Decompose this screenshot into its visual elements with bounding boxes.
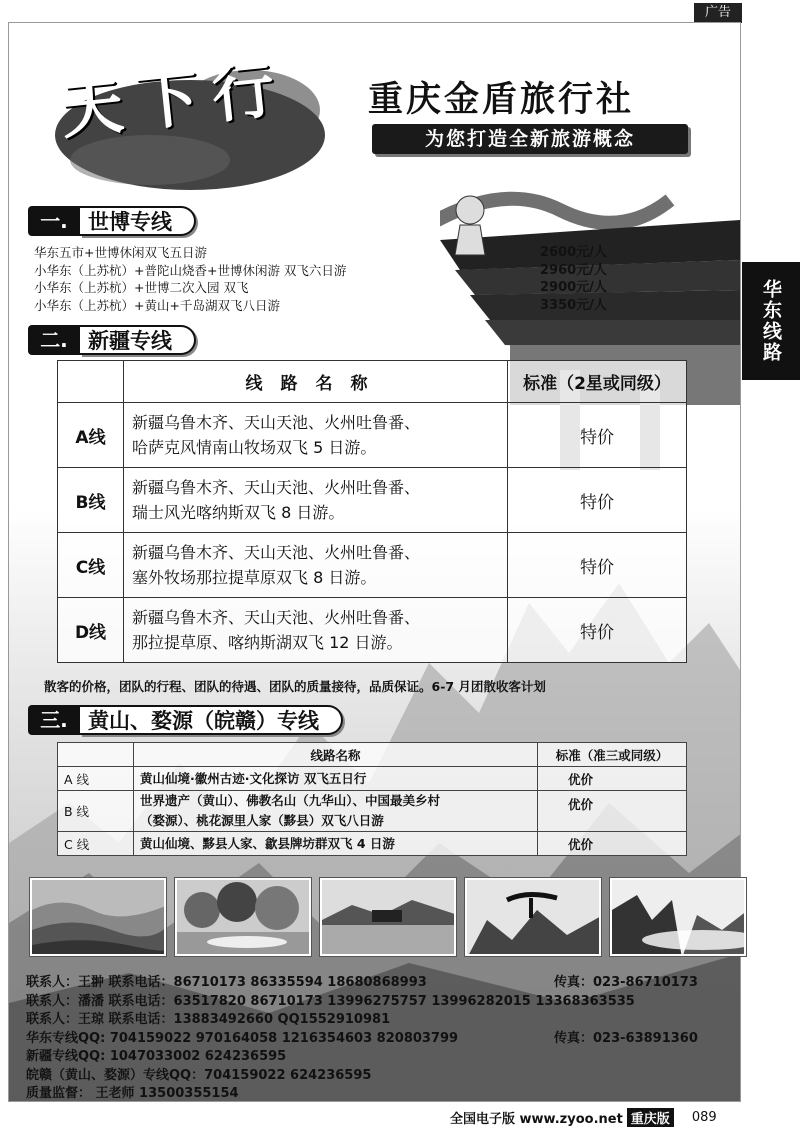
table-row: [58, 832, 687, 856]
xinjiang-route-table: [57, 360, 687, 663]
contact-text: 质量监督： 王老师 13500355154: [26, 1086, 239, 1101]
line-code: B线: [58, 468, 124, 533]
section-title: 黄山、婺源（皖赣）专线: [80, 705, 343, 735]
contact-text: 联系人：潘潘 联系电话：63517820 86710173 13996275757 13996282015 13368363535: [26, 993, 635, 1009]
line-code: D线: [58, 598, 124, 663]
desert-dunes-photo: [30, 878, 166, 956]
contact-text: 联系人：王翀 联系电话：86710173 86335594 18680868993: [26, 975, 427, 990]
line-code: C 线: [58, 832, 134, 856]
price-cell: 特价: [508, 533, 687, 598]
route-cell: [134, 791, 538, 832]
price-value: 2600元/人: [540, 245, 607, 260]
section-xinjiang-header: [28, 325, 196, 355]
price-cell: 特价: [508, 403, 687, 468]
table-row: [58, 403, 687, 468]
lake-pavilion-photo: [320, 878, 456, 956]
list-item: 小华东（上苏杭）+黄山+千岛湖双飞八日游: [34, 297, 280, 313]
table-row: [58, 468, 687, 533]
price-cell: 优价: [538, 767, 687, 791]
website-link[interactable]: 全国电子版 www.zyoo.net: [450, 1112, 623, 1127]
autumn-forest-photo: [175, 878, 311, 956]
contact-text: 皖赣（黄山、婺源）专线QQ：704159022 624236595: [26, 1067, 372, 1083]
route-text: 新疆乌鲁木齐、天山天池、火州吐鲁番、: [132, 543, 421, 562]
column-header: 标准（准三或同级）: [538, 743, 687, 767]
huangshan-pine-photo: [465, 878, 601, 956]
price-value: 3350元/人: [540, 297, 607, 313]
line-code: B 线: [58, 791, 134, 832]
section-title: 世博专线: [80, 206, 196, 236]
notice-text: 散客的价格，团队的行程、团队的待遇、团队的质量接待，品质保证。6-7 月团散收客计划: [44, 679, 546, 694]
price-cell: 特价: [508, 468, 687, 533]
edition-badge: 重庆版: [627, 1108, 674, 1127]
table-row: [58, 533, 687, 598]
price-value: 2960元/人: [540, 262, 607, 278]
table-row: [58, 767, 687, 791]
contact-row: [26, 1048, 726, 1067]
route-cell: [124, 598, 508, 663]
route-text: 新疆乌鲁木齐、天山天池、火州吐鲁番、: [132, 608, 421, 627]
route-cell: 黄山仙境·徽州古迹·文化探访 双飞五日行: [134, 767, 538, 791]
route-text: 新疆乌鲁木齐、天山天池、火州吐鲁番、: [132, 478, 421, 497]
column-header: 标准（2星或同级）: [508, 361, 687, 403]
fax-text: 传真：023-63891360: [554, 1030, 698, 1046]
section-number: 一.: [28, 206, 80, 236]
logo-calligraphy: 天下行: [57, 51, 292, 148]
route-text: 瑞士风光喀纳斯双飞 8 日游。: [132, 503, 345, 522]
column-header: 线路名称: [124, 361, 508, 403]
fax-text: 传真：023-86710173: [554, 975, 698, 990]
route-cell: [124, 533, 508, 598]
table-row: [58, 791, 687, 832]
ad-tag: 广告: [694, 3, 742, 23]
section-number: 二.: [28, 325, 80, 355]
company-name: 重庆金盾旅行社: [368, 80, 635, 120]
contact-text: 华东专线QQ: 704159022 970164058 1216354603 820803799: [26, 1030, 459, 1046]
photo-strip: [30, 878, 746, 956]
list-item: 小华东（上苏杭）+世博二次入园 双飞: [34, 280, 249, 295]
price-cell: 特价: [508, 598, 687, 663]
list-item: 小华东（上苏杭）+普陀山烧香+世博休闲游 双飞六日游: [34, 262, 347, 278]
route-text: 那拉提草原、喀纳斯湖双飞 12 日游。: [132, 633, 403, 652]
expo-price-list: [540, 244, 607, 314]
side-tab-east-china[interactable]: 华东线路: [742, 262, 800, 380]
price-value: 2900元/人: [540, 280, 607, 295]
page-number: 089: [691, 1110, 717, 1125]
list-item: 华东五市+世博休闲双飞五日游: [34, 245, 207, 260]
contact-row: [26, 974, 726, 993]
route-text: 塞外牧场那拉提草原双飞 8 日游。: [132, 568, 377, 587]
section-title: 新疆专线: [80, 325, 196, 355]
route-text: （婺源）、桃花源里人家（黟县）双飞八日游: [140, 813, 384, 828]
contact-text: 联系人：王琼 联系电话：13883492660 QQ1552910981: [26, 1012, 391, 1027]
price-cell: 优价: [538, 791, 687, 832]
contact-row: [26, 993, 726, 1012]
line-code: C线: [58, 533, 124, 598]
table-row: [58, 598, 687, 663]
column-header: [58, 743, 134, 767]
table-header-row: [58, 361, 687, 403]
contact-row: [26, 1011, 726, 1030]
route-cell: [124, 468, 508, 533]
sea-of-clouds-photo: [610, 878, 746, 956]
section-number: 三.: [28, 705, 80, 735]
route-text: 世界遗产（黄山）、佛教名山（九华山）、中国最美乡村: [140, 793, 441, 808]
page-footer: [450, 1108, 717, 1127]
section-huangshan-header: [28, 705, 343, 735]
route-text: 新疆乌鲁木齐、天山天池、火州吐鲁番、: [132, 413, 421, 432]
contact-text: 新疆专线QQ: 1047033002 624236595: [26, 1049, 287, 1064]
contact-row: [26, 1067, 726, 1086]
huangshan-route-table: [57, 742, 687, 856]
expo-route-list: [34, 244, 346, 314]
contact-row: [26, 1085, 726, 1104]
contact-row: [26, 1030, 726, 1049]
price-cell: 优价: [538, 832, 687, 856]
route-text: 哈萨克风情南山牧场双飞 5 日游。: [132, 438, 377, 457]
route-cell: 黄山仙境、黟县人家、歙县牌坊群双飞 4 日游: [134, 832, 538, 856]
column-header: 线路名称: [134, 743, 538, 767]
line-code: A线: [58, 403, 124, 468]
contact-block: [26, 974, 726, 1104]
line-code: A 线: [58, 767, 134, 791]
section-expo-header: [28, 206, 196, 236]
column-header: [58, 361, 124, 403]
table-header-row: [58, 743, 687, 767]
route-cell: [124, 403, 508, 468]
slogan-banner: 为您打造全新旅游概念: [372, 124, 688, 154]
